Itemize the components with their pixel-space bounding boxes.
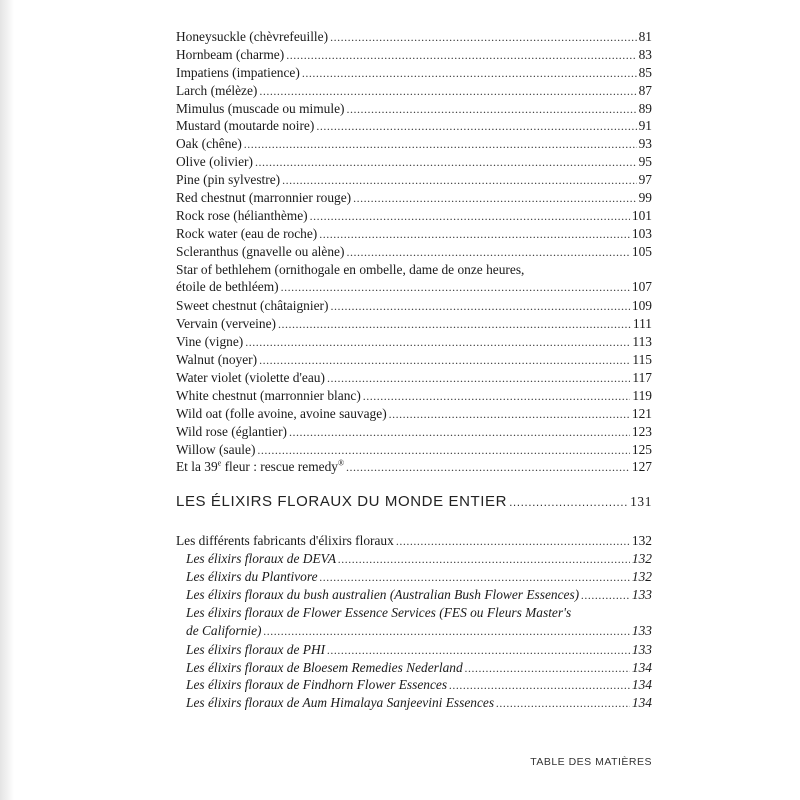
toc-entry-white-chestnut[interactable]: White chestnut (marronnier blanc) ..... 119 <box>176 387 652 405</box>
toc-maker-aum-himalaya[interactable]: Les élixirs floraux de Aum Himalaya Sanjeevini Essences ..... 134 <box>176 694 652 712</box>
toc-entry-impatiens[interactable]: Impatiens (impatience) ..... 85 <box>176 64 652 82</box>
dot-leader <box>327 370 630 388</box>
table-of-contents <box>176 28 652 712</box>
dot-leader <box>330 29 637 47</box>
dot-leader <box>289 424 630 442</box>
dot-leader <box>319 226 630 244</box>
dot-leader <box>259 352 630 370</box>
dot-leader <box>255 154 637 172</box>
dot-leader <box>496 695 630 713</box>
dot-leader <box>338 551 630 569</box>
running-footer: TABLE DES MATIÈRES <box>530 756 652 768</box>
toc-entry-pine[interactable]: Pine (pin sylvestre) ..... 97 <box>176 171 652 189</box>
toc-entry-scleranthus[interactable]: Scleranthus (gnavelle ou alène) ..... 105 <box>176 243 652 261</box>
dot-leader <box>259 83 636 101</box>
dot-leader <box>389 406 630 424</box>
toc-maker-deva[interactable]: Les élixirs floraux de DEVA ..... 132 <box>176 550 652 568</box>
dot-leader <box>581 587 630 605</box>
toc-entry-honeysuckle[interactable]: Honeysuckle (chèvrefeuille) ..... 81 <box>176 28 652 46</box>
dot-leader <box>509 494 628 512</box>
toc-entry-rock-water[interactable]: Rock water (eau de roche) ..... 103 <box>176 225 652 243</box>
dot-leader <box>282 172 636 190</box>
dot-leader <box>281 279 630 297</box>
toc-entry-water-violet[interactable]: Water violet (violette d'eau) ..... 117 <box>176 369 652 387</box>
toc-entry-red-chestnut[interactable]: Red chestnut (marronnier rouge) ..... 99 <box>176 189 652 207</box>
dot-leader <box>278 316 631 334</box>
dot-leader <box>449 677 630 695</box>
toc-entry-hornbeam[interactable]: Hornbeam (charme) ..... 83 <box>176 46 652 64</box>
dot-leader <box>310 208 630 226</box>
dot-leader <box>302 65 637 83</box>
dot-leader <box>346 244 629 262</box>
dot-leader <box>396 533 630 551</box>
toc-entry-oak[interactable]: Oak (chêne) ..... 93 <box>176 135 652 153</box>
dot-leader <box>245 334 630 352</box>
toc-entry-wild-oat[interactable]: Wild oat (folle avoine, avoine sauvage) ..... 121 <box>176 405 652 423</box>
dot-leader <box>330 298 629 316</box>
dot-leader <box>286 47 636 65</box>
toc-maker-bloesem[interactable]: Les élixirs floraux de Bloesem Remedies Nederland ..... 134 <box>176 659 652 677</box>
dot-leader <box>257 442 629 460</box>
toc-subsection-makers[interactable]: Les différents fabricants d'élixirs floraux ..... 132 <box>176 532 652 550</box>
toc-entry-mimulus[interactable]: Mimulus (muscade ou mimule) ..... 89 <box>176 100 652 118</box>
toc-entry-willow[interactable]: Willow (saule) ..... 125 <box>176 441 652 459</box>
dot-leader <box>346 101 636 119</box>
toc-entry-sweet-chestnut[interactable]: Sweet chestnut (châtaignier) ..... 109 <box>176 297 652 315</box>
dot-leader <box>346 459 630 477</box>
toc-entry-rescue-remedy[interactable]: Et la 39e fleur : rescue remedy® ..... 127 <box>176 458 652 476</box>
toc-entry-larch[interactable]: Larch (mélèze) ..... 87 <box>176 82 652 100</box>
toc-maker-australian-bush[interactable]: Les élixirs floraux du bush australien (Australian Bush Flower Essences) ..... 133 <box>176 586 652 604</box>
toc-entry-rock-rose[interactable]: Rock rose (hélianthème) ..... 101 <box>176 207 652 225</box>
toc-entry-mustard[interactable]: Mustard (moutarde noire) ..... 91 <box>176 117 652 135</box>
dot-leader <box>244 136 637 154</box>
toc-entry-star-of-bethlehem[interactable]: Star of bethlehem (ornithogale en ombelle, dame de onze heures, étoile de bethléem) ..... 107 <box>176 261 652 298</box>
page-edge-shadow <box>0 0 14 800</box>
toc-maker-fes[interactable]: Les élixirs floraux de Flower Essence Services (FES ou Fleurs Master's de Californie) ..... 133 <box>176 604 652 641</box>
dot-leader <box>327 642 630 660</box>
toc-entry-vine[interactable]: Vine (vigne) ..... 113 <box>176 333 652 351</box>
toc-maker-plantivore[interactable]: Les élixirs du Plantivore ..... 132 <box>176 568 652 586</box>
dot-leader <box>264 623 630 641</box>
dot-leader <box>363 388 631 406</box>
section-heading-elixirs[interactable]: LES ÉLIXIRS FLORAUX DU MONDE ENTIER ..... 131 <box>176 493 652 515</box>
dot-leader <box>320 569 630 587</box>
toc-maker-phi[interactable]: Les élixirs floraux de PHI ..... 133 <box>176 641 652 659</box>
dot-leader <box>465 660 630 678</box>
dot-leader <box>316 118 636 136</box>
toc-maker-findhorn[interactable]: Les élixirs floraux de Findhorn Flower Essences ..... 134 <box>176 676 652 694</box>
toc-entry-vervain[interactable]: Vervain (verveine) ..... 111 <box>176 315 652 333</box>
toc-entry-olive[interactable]: Olive (olivier) ..... 95 <box>176 153 652 171</box>
toc-entry-wild-rose[interactable]: Wild rose (églantier) ..... 123 <box>176 423 652 441</box>
dot-leader <box>353 190 636 208</box>
toc-entry-walnut[interactable]: Walnut (noyer) ..... 115 <box>176 351 652 369</box>
